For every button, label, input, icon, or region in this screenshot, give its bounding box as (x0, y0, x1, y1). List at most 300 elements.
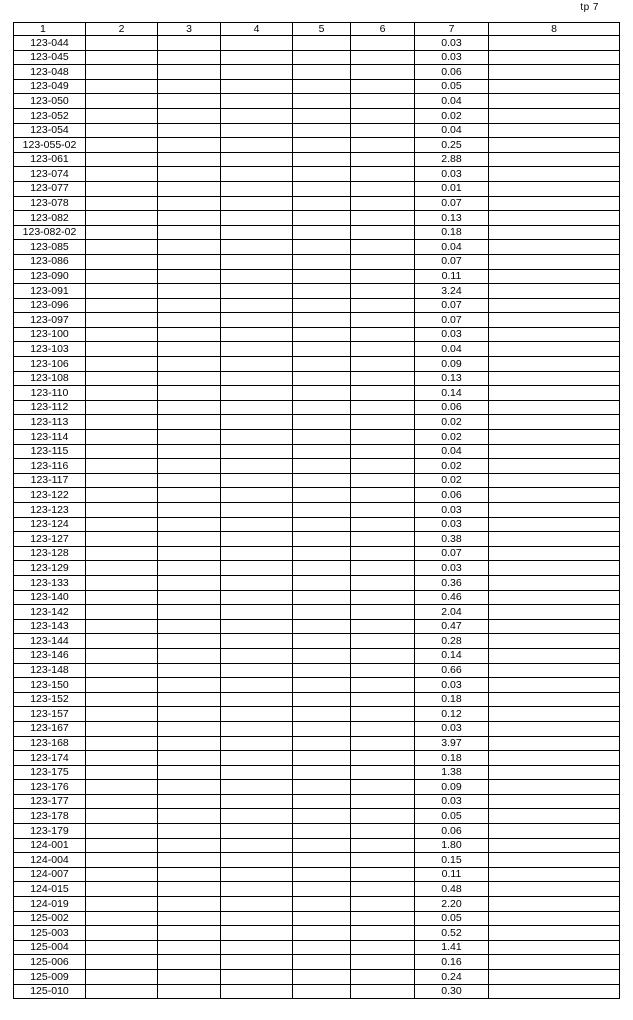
empty-cell (158, 298, 221, 313)
row-value-cell: 0.11 (415, 269, 489, 284)
column-header-6: 6 (351, 23, 415, 36)
table-row (14, 313, 620, 328)
empty-cell (158, 313, 221, 328)
empty-cell (158, 517, 221, 532)
table-row (14, 284, 620, 299)
row-value-cell: 0.06 (415, 488, 489, 503)
empty-cell (221, 444, 293, 459)
empty-cell (86, 400, 158, 415)
empty-cell (293, 809, 351, 824)
empty-cell (221, 459, 293, 474)
row-id-cell: 123-052 (14, 108, 86, 123)
row-value-cell: 0.30 (415, 984, 489, 999)
empty-cell (158, 36, 221, 51)
row-id-cell: 123-174 (14, 751, 86, 766)
empty-cell (86, 794, 158, 809)
row-id-cell: 123-168 (14, 736, 86, 751)
empty-cell (221, 254, 293, 269)
empty-cell (489, 517, 620, 532)
row-id-cell: 123-112 (14, 400, 86, 415)
row-id-cell: 123-167 (14, 721, 86, 736)
empty-cell (351, 721, 415, 736)
empty-cell (293, 196, 351, 211)
row-id-cell: 123-146 (14, 648, 86, 663)
empty-cell (86, 211, 158, 226)
table-row (14, 853, 620, 868)
empty-cell (351, 240, 415, 255)
empty-cell (489, 561, 620, 576)
empty-cell (293, 692, 351, 707)
row-id-cell: 123-082-02 (14, 225, 86, 240)
empty-cell (221, 692, 293, 707)
empty-cell (158, 897, 221, 912)
page-label: tp 7 (580, 2, 599, 13)
empty-cell (221, 867, 293, 882)
empty-cell (351, 430, 415, 445)
table-row (14, 196, 620, 211)
empty-cell (489, 751, 620, 766)
empty-cell (86, 152, 158, 167)
empty-cell (221, 65, 293, 80)
empty-cell (293, 619, 351, 634)
empty-cell (489, 867, 620, 882)
empty-cell (293, 590, 351, 605)
empty-cell (293, 342, 351, 357)
row-id-cell: 123-082 (14, 211, 86, 226)
empty-cell (351, 65, 415, 80)
empty-cell (293, 838, 351, 853)
empty-cell (351, 254, 415, 269)
empty-cell (221, 532, 293, 547)
empty-cell (293, 65, 351, 80)
empty-cell (86, 342, 158, 357)
row-id-cell: 123-133 (14, 575, 86, 590)
row-id-cell: 123-176 (14, 780, 86, 795)
empty-cell (221, 284, 293, 299)
empty-cell (293, 575, 351, 590)
table-row (14, 619, 620, 634)
row-value-cell: 0.04 (415, 123, 489, 138)
row-id-cell: 123-178 (14, 809, 86, 824)
empty-cell (86, 459, 158, 474)
empty-cell (221, 561, 293, 576)
empty-cell (221, 736, 293, 751)
empty-cell (489, 444, 620, 459)
empty-cell (489, 211, 620, 226)
row-id-cell: 123-116 (14, 459, 86, 474)
table-row (14, 707, 620, 722)
table-row (14, 765, 620, 780)
empty-cell (221, 619, 293, 634)
row-id-cell: 123-045 (14, 50, 86, 65)
empty-cell (293, 561, 351, 576)
empty-cell (351, 473, 415, 488)
empty-cell (221, 984, 293, 999)
empty-cell (351, 678, 415, 693)
table-row (14, 94, 620, 109)
empty-cell (86, 897, 158, 912)
empty-cell (221, 94, 293, 109)
empty-cell (489, 809, 620, 824)
row-value-cell: 0.11 (415, 867, 489, 882)
empty-cell (351, 736, 415, 751)
empty-cell (351, 605, 415, 620)
table-row (14, 736, 620, 751)
empty-cell (221, 386, 293, 401)
row-value-cell: 0.14 (415, 386, 489, 401)
empty-cell (86, 911, 158, 926)
row-value-cell: 0.04 (415, 240, 489, 255)
empty-cell (293, 357, 351, 372)
empty-cell (158, 532, 221, 547)
empty-cell (293, 721, 351, 736)
empty-cell (489, 167, 620, 182)
empty-cell (293, 254, 351, 269)
empty-cell (293, 211, 351, 226)
empty-cell (293, 430, 351, 445)
row-id-cell: 124-004 (14, 853, 86, 868)
empty-cell (489, 532, 620, 547)
empty-cell (351, 386, 415, 401)
empty-cell (86, 138, 158, 153)
empty-cell (351, 123, 415, 138)
empty-cell (293, 444, 351, 459)
empty-cell (351, 838, 415, 853)
table-row (14, 824, 620, 839)
empty-cell (221, 342, 293, 357)
empty-cell (351, 94, 415, 109)
empty-cell (86, 561, 158, 576)
empty-cell (158, 794, 221, 809)
row-id-cell: 123-157 (14, 707, 86, 722)
empty-cell (86, 517, 158, 532)
row-value-cell: 0.04 (415, 444, 489, 459)
table-row (14, 940, 620, 955)
empty-cell (293, 794, 351, 809)
empty-cell (293, 853, 351, 868)
empty-cell (158, 459, 221, 474)
empty-cell (351, 342, 415, 357)
empty-cell (293, 240, 351, 255)
row-id-cell: 123-108 (14, 371, 86, 386)
row-value-cell: 0.03 (415, 517, 489, 532)
row-id-cell: 124-015 (14, 882, 86, 897)
empty-cell (351, 371, 415, 386)
row-value-cell: 0.03 (415, 678, 489, 693)
row-value-cell: 0.07 (415, 546, 489, 561)
empty-cell (221, 152, 293, 167)
empty-cell (489, 473, 620, 488)
empty-cell (221, 473, 293, 488)
empty-cell (293, 605, 351, 620)
empty-cell (351, 138, 415, 153)
empty-cell (221, 167, 293, 182)
empty-cell (86, 108, 158, 123)
empty-cell (351, 911, 415, 926)
empty-cell (86, 634, 158, 649)
row-value-cell: 3.24 (415, 284, 489, 299)
empty-cell (158, 488, 221, 503)
empty-cell (86, 721, 158, 736)
empty-cell (351, 984, 415, 999)
empty-cell (351, 648, 415, 663)
empty-cell (158, 225, 221, 240)
row-value-cell: 2.88 (415, 152, 489, 167)
empty-cell (489, 284, 620, 299)
row-value-cell: 0.52 (415, 926, 489, 941)
table-row (14, 605, 620, 620)
empty-cell (489, 152, 620, 167)
empty-cell (158, 561, 221, 576)
row-id-cell: 123-128 (14, 546, 86, 561)
empty-cell (351, 415, 415, 430)
row-id-cell: 123-044 (14, 36, 86, 51)
empty-cell (489, 575, 620, 590)
empty-cell (86, 984, 158, 999)
empty-cell (221, 36, 293, 51)
empty-cell (221, 517, 293, 532)
empty-cell (293, 327, 351, 342)
empty-cell (293, 108, 351, 123)
table-row (14, 65, 620, 80)
row-value-cell: 0.15 (415, 853, 489, 868)
empty-cell (351, 284, 415, 299)
empty-cell (293, 984, 351, 999)
empty-cell (221, 605, 293, 620)
row-id-cell: 123-129 (14, 561, 86, 576)
empty-cell (158, 138, 221, 153)
empty-cell (86, 678, 158, 693)
empty-cell (351, 50, 415, 65)
empty-cell (489, 648, 620, 663)
empty-cell (489, 853, 620, 868)
empty-cell (86, 648, 158, 663)
table-row (14, 663, 620, 678)
empty-cell (293, 371, 351, 386)
table-row (14, 546, 620, 561)
table-row (14, 882, 620, 897)
empty-cell (221, 503, 293, 518)
empty-cell (86, 225, 158, 240)
empty-cell (489, 663, 620, 678)
row-value-cell: 0.05 (415, 79, 489, 94)
empty-cell (86, 503, 158, 518)
empty-cell (86, 546, 158, 561)
row-value-cell: 0.03 (415, 794, 489, 809)
empty-cell (293, 532, 351, 547)
empty-cell (351, 955, 415, 970)
empty-cell (351, 663, 415, 678)
row-value-cell: 0.03 (415, 36, 489, 51)
row-id-cell: 123-175 (14, 765, 86, 780)
empty-cell (158, 911, 221, 926)
empty-cell (489, 386, 620, 401)
empty-cell (158, 108, 221, 123)
empty-cell (293, 751, 351, 766)
empty-cell (293, 882, 351, 897)
row-value-cell: 3.97 (415, 736, 489, 751)
table-row (14, 809, 620, 824)
empty-cell (221, 955, 293, 970)
table-header (14, 23, 620, 36)
row-value-cell: 0.04 (415, 342, 489, 357)
empty-cell (489, 430, 620, 445)
empty-cell (86, 269, 158, 284)
empty-cell (293, 488, 351, 503)
empty-cell (489, 79, 620, 94)
row-id-cell: 123-077 (14, 181, 86, 196)
empty-cell (221, 50, 293, 65)
empty-cell (351, 313, 415, 328)
row-id-cell: 123-074 (14, 167, 86, 182)
empty-cell (86, 619, 158, 634)
empty-cell (221, 123, 293, 138)
empty-cell (221, 751, 293, 766)
row-value-cell: 0.04 (415, 94, 489, 109)
row-id-cell: 123-110 (14, 386, 86, 401)
empty-cell (221, 590, 293, 605)
empty-cell (351, 575, 415, 590)
row-id-cell: 123-144 (14, 634, 86, 649)
row-id-cell: 123-127 (14, 532, 86, 547)
empty-cell (158, 678, 221, 693)
row-id-cell: 123-090 (14, 269, 86, 284)
empty-cell (86, 36, 158, 51)
empty-cell (489, 108, 620, 123)
empty-cell (86, 473, 158, 488)
empty-cell (489, 488, 620, 503)
empty-cell (86, 357, 158, 372)
empty-cell (86, 882, 158, 897)
table-row (14, 327, 620, 342)
empty-cell (158, 327, 221, 342)
empty-cell (489, 94, 620, 109)
empty-cell (86, 386, 158, 401)
row-id-cell: 125-010 (14, 984, 86, 999)
empty-cell (351, 152, 415, 167)
empty-cell (221, 575, 293, 590)
empty-cell (86, 809, 158, 824)
row-value-cell: 0.13 (415, 371, 489, 386)
empty-cell (158, 167, 221, 182)
empty-cell (158, 181, 221, 196)
table-row (14, 648, 620, 663)
row-value-cell: 0.09 (415, 357, 489, 372)
empty-cell (158, 721, 221, 736)
empty-cell (221, 79, 293, 94)
empty-cell (489, 605, 620, 620)
row-value-cell: 0.47 (415, 619, 489, 634)
empty-cell (86, 327, 158, 342)
table-row (14, 721, 620, 736)
empty-cell (351, 940, 415, 955)
row-value-cell: 0.66 (415, 663, 489, 678)
empty-cell (351, 108, 415, 123)
row-id-cell: 125-009 (14, 970, 86, 985)
empty-cell (489, 123, 620, 138)
empty-cell (158, 634, 221, 649)
empty-cell (86, 444, 158, 459)
empty-cell (221, 196, 293, 211)
row-id-cell: 123-148 (14, 663, 86, 678)
empty-cell (158, 50, 221, 65)
empty-cell (489, 342, 620, 357)
empty-cell (293, 167, 351, 182)
empty-cell (221, 678, 293, 693)
empty-cell (221, 780, 293, 795)
empty-cell (351, 79, 415, 94)
empty-cell (489, 897, 620, 912)
empty-cell (221, 313, 293, 328)
empty-cell (86, 824, 158, 839)
row-id-cell: 123-117 (14, 473, 86, 488)
empty-cell (351, 882, 415, 897)
row-value-cell: 0.18 (415, 751, 489, 766)
row-id-cell: 123-049 (14, 79, 86, 94)
table-row (14, 225, 620, 240)
empty-cell (293, 765, 351, 780)
empty-cell (293, 824, 351, 839)
empty-cell (489, 138, 620, 153)
empty-cell (489, 298, 620, 313)
empty-cell (293, 123, 351, 138)
table-row (14, 561, 620, 576)
empty-cell (158, 196, 221, 211)
empty-cell (293, 36, 351, 51)
empty-cell (293, 284, 351, 299)
empty-cell (86, 254, 158, 269)
table-row (14, 634, 620, 649)
empty-cell (489, 357, 620, 372)
empty-cell (351, 532, 415, 547)
row-value-cell: 0.03 (415, 503, 489, 518)
empty-cell (351, 867, 415, 882)
table-row (14, 357, 620, 372)
empty-cell (158, 707, 221, 722)
empty-cell (221, 926, 293, 941)
row-value-cell: 0.02 (415, 108, 489, 123)
table-row (14, 692, 620, 707)
empty-cell (221, 415, 293, 430)
empty-cell (158, 736, 221, 751)
empty-cell (221, 634, 293, 649)
row-value-cell: 0.48 (415, 882, 489, 897)
empty-cell (86, 94, 158, 109)
column-header-8: 8 (489, 23, 620, 36)
empty-cell (221, 838, 293, 853)
empty-cell (351, 269, 415, 284)
empty-cell (293, 313, 351, 328)
empty-cell (221, 225, 293, 240)
empty-cell (293, 415, 351, 430)
table-row (14, 400, 620, 415)
empty-cell (86, 181, 158, 196)
empty-cell (158, 473, 221, 488)
empty-cell (86, 707, 158, 722)
empty-cell (489, 692, 620, 707)
empty-cell (221, 298, 293, 313)
empty-cell (86, 196, 158, 211)
empty-cell (221, 138, 293, 153)
empty-cell (293, 663, 351, 678)
empty-cell (221, 648, 293, 663)
empty-cell (158, 648, 221, 663)
empty-cell (158, 867, 221, 882)
empty-cell (489, 970, 620, 985)
table-row (14, 254, 620, 269)
empty-cell (158, 254, 221, 269)
empty-cell (293, 707, 351, 722)
